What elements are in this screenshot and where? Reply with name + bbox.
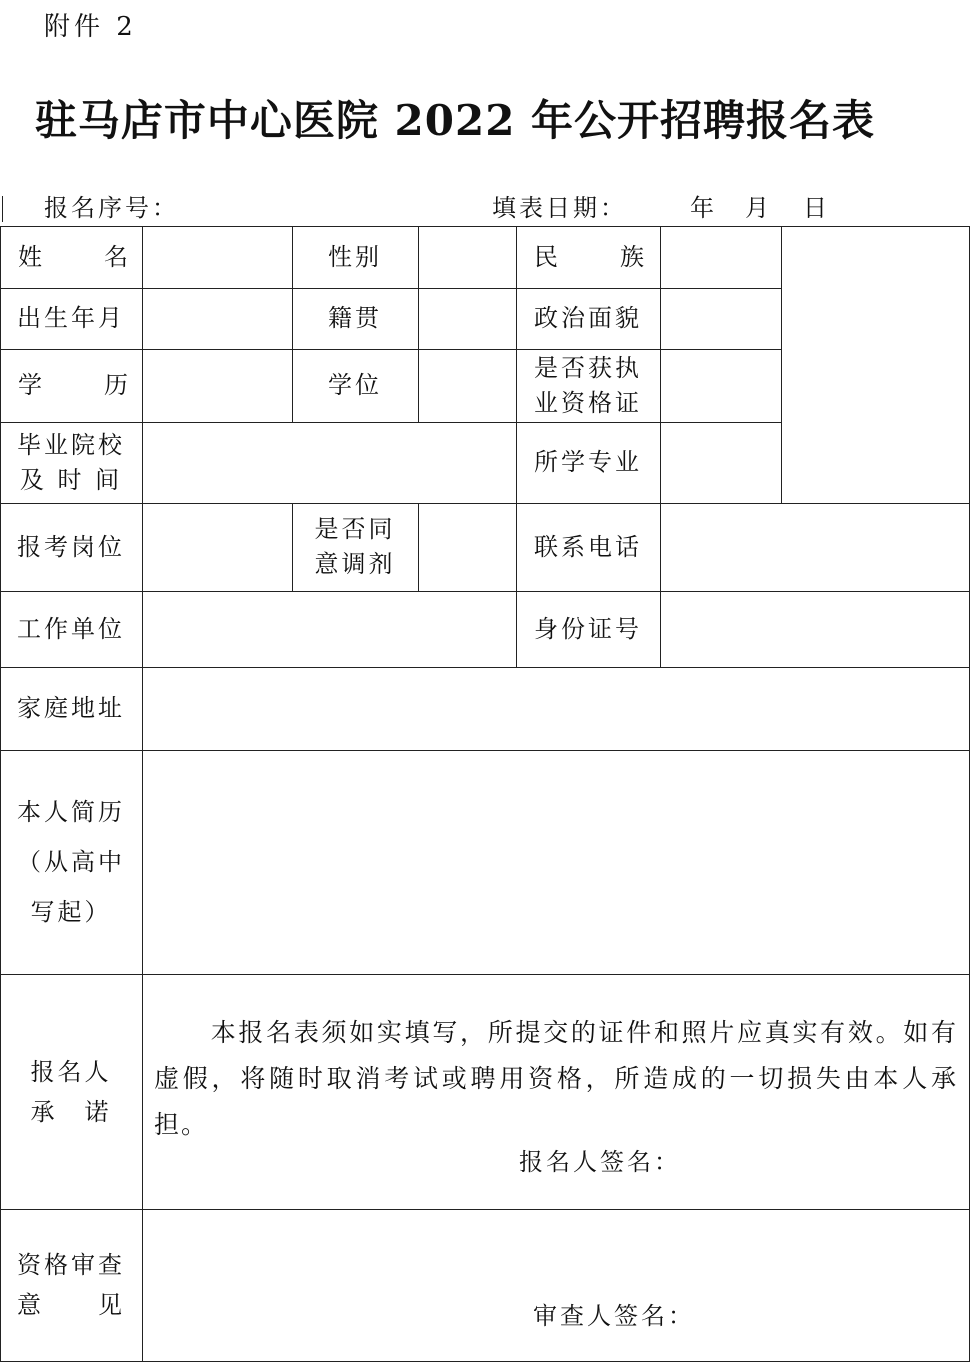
date-day: 日: [803, 194, 830, 222]
adjust-label: 是否同 意调剂: [314, 515, 396, 578]
date-month: 月: [745, 194, 772, 222]
id-number-label: 身份证号: [534, 614, 642, 643]
ethnicity-label: 民 族: [534, 242, 644, 271]
education-label: 学 历: [18, 371, 128, 400]
hometown-label: 籍贯: [328, 304, 382, 333]
attachment-label: 附件 2: [44, 12, 137, 42]
serial-label: 报名序号：: [44, 194, 179, 222]
phone-label: 联系电话: [534, 532, 642, 561]
address-label: 家庭地址: [17, 694, 125, 723]
political-label: 政治面貌: [534, 304, 642, 333]
pledge-text: 本报名表须如实填写，所提交的证件和照片应真实有效。如有虚假，将随时取消考试或聘用资格，所造成的一切损失由本人承担。: [154, 1018, 958, 1139]
birth-label: 出生年月: [17, 304, 125, 333]
reviewer-signature-label: 审查人签名：: [533, 1301, 695, 1330]
pledge-label: 报名人 承 诺: [30, 1057, 112, 1126]
applicant-signature-label: 报名人签名：: [519, 1147, 681, 1176]
page-title: 驻马店市中心医院 2022 年公开招聘报名表: [34, 96, 876, 145]
date-year: 年: [690, 194, 717, 222]
date-label: 填表日期：: [492, 194, 627, 222]
school-label: 毕业院校 及 时 间: [17, 430, 125, 494]
work-unit-label: 工作单位: [17, 614, 125, 643]
degree-label: 学位: [328, 371, 382, 400]
license-label: 是否获执 业资格证: [534, 353, 642, 417]
major-label: 所学专业: [534, 448, 642, 477]
margin-mark: [2, 196, 3, 222]
name-label: 姓 名: [18, 242, 128, 271]
review-label: 资格审查 意 见: [17, 1251, 125, 1319]
position-label: 报考岗位: [17, 532, 125, 561]
resume-label: 本人简历 （从高中 写起）: [17, 798, 125, 926]
gender-label: 性别: [328, 242, 382, 271]
